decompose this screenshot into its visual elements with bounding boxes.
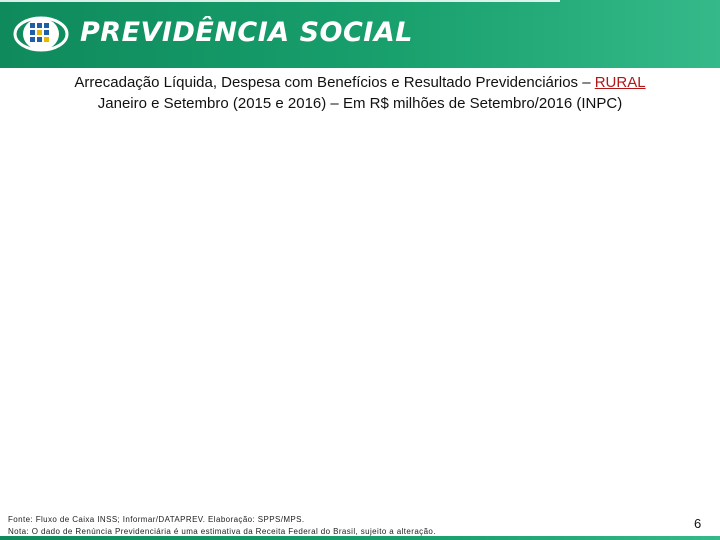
footer-note: Nota: O dado de Renúncia Previdenciária é uma estimativa da Receita Federal do Brasil, sujeito a alteração. — [8, 527, 436, 536]
title-rural-highlight: RURAL — [594, 74, 646, 91]
title-line-1-text: Arrecadação Líquida, Despesa com Benefícios e Resultado Previdenciários – — [74, 74, 595, 91]
page-number: 6 — [694, 516, 702, 531]
footer-source: Fonte: Fluxo de Caixa INSS; Informar/DATAPREV. Elaboração: SPPS/MPS. — [8, 515, 305, 524]
title-line-2: Janeiro e Setembro (2015 e 2016) – Em R$ milhões de Setembro/2016 (INPC) — [97, 95, 623, 112]
header-banner — [0, 0, 720, 68]
previdencia-globe-logo-icon — [12, 14, 70, 54]
header-topline — [0, 0, 560, 2]
title-line-1 — [10, 72, 710, 93]
bottom-bar — [0, 536, 720, 540]
slide-title — [10, 72, 710, 114]
brand-title: PREVIDÊNCIA SOCIAL — [80, 17, 413, 48]
footer-notes — [8, 514, 436, 538]
